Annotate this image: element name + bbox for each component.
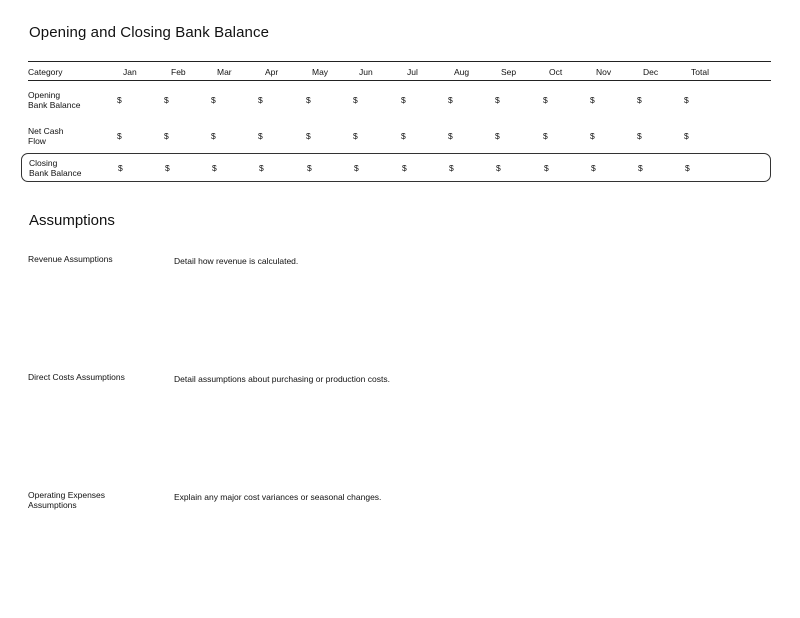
- header-mar: Mar: [217, 67, 232, 77]
- header-sep: Sep: [501, 67, 517, 77]
- value-cell: $: [637, 131, 642, 141]
- revenue-assumptions-text: Detail how revenue is calculated.: [174, 256, 299, 266]
- value-cell: $: [401, 95, 406, 105]
- value-cell: $: [448, 95, 453, 105]
- value-cell: $: [543, 131, 548, 141]
- value-cell: $: [638, 163, 643, 173]
- value-cell: $: [258, 95, 263, 105]
- direct-costs-assumptions-text: Detail assumptions about purchasing or production costs.: [174, 374, 390, 384]
- table-row-closing-balance: [21, 153, 771, 182]
- value-cell: $: [543, 95, 548, 105]
- value-cell: $: [164, 131, 169, 141]
- value-cell: $: [306, 131, 311, 141]
- header-category: Category: [28, 67, 63, 77]
- direct-costs-assumptions-label: Direct Costs Assumptions: [28, 372, 125, 382]
- header-jun: Jun: [359, 67, 373, 77]
- value-cell: $: [211, 95, 216, 105]
- row-label: Opening Bank Balance: [28, 90, 81, 110]
- value-cell: $: [353, 95, 358, 105]
- value-cell: $: [495, 131, 500, 141]
- value-cell: $: [637, 95, 642, 105]
- value-cell: $: [590, 131, 595, 141]
- revenue-assumptions-label: Revenue Assumptions: [28, 254, 113, 264]
- value-cell: $: [354, 163, 359, 173]
- value-cell: $: [307, 163, 312, 173]
- value-cell: $: [684, 131, 689, 141]
- table-header-row: [28, 61, 771, 81]
- header-apr: Apr: [265, 67, 279, 77]
- header-may: May: [312, 67, 329, 77]
- value-cell: $: [496, 163, 501, 173]
- value-cell: $: [401, 131, 406, 141]
- value-cell: $: [212, 163, 217, 173]
- value-cell: $: [544, 163, 549, 173]
- value-cell: $: [165, 163, 170, 173]
- row-label: Closing Bank Balance: [29, 158, 82, 178]
- header-nov: Nov: [596, 67, 612, 77]
- row-label: Net Cash Flow: [28, 126, 64, 146]
- value-cell: $: [259, 163, 264, 173]
- header-oct: Oct: [549, 67, 563, 77]
- table-row-opening-balance: [28, 81, 771, 117]
- value-cell: $: [684, 95, 689, 105]
- value-cell: $: [117, 95, 122, 105]
- bank-balance-table: [21, 61, 771, 182]
- value-cell: $: [685, 163, 690, 173]
- value-cell: $: [591, 163, 596, 173]
- value-cell: $: [353, 131, 358, 141]
- value-cell: $: [402, 163, 407, 173]
- value-cell: $: [306, 95, 311, 105]
- value-cell: $: [211, 131, 216, 141]
- value-cell: $: [258, 131, 263, 141]
- header-feb: Feb: [171, 67, 186, 77]
- value-cell: $: [448, 131, 453, 141]
- value-cell: $: [118, 163, 123, 173]
- table-row-net-cash-flow: [28, 117, 771, 153]
- page-title: Opening and Closing Bank Balance: [29, 24, 270, 41]
- value-cell: $: [495, 95, 500, 105]
- header-jan: Jan: [123, 67, 137, 77]
- operating-expenses-assumptions-text: Explain any major cost variances or seasonal changes.: [174, 492, 382, 502]
- value-cell: $: [590, 95, 595, 105]
- header-jul: Jul: [407, 67, 418, 77]
- value-cell: $: [117, 131, 122, 141]
- operating-expenses-assumptions-label: Operating Expenses Assumptions: [28, 490, 106, 510]
- assumptions-title: Assumptions: [29, 212, 115, 229]
- value-cell: $: [164, 95, 169, 105]
- value-cell: $: [449, 163, 454, 173]
- header-aug: Aug: [454, 67, 470, 77]
- header-dec: Dec: [643, 67, 659, 77]
- header-total: Total: [691, 67, 709, 77]
